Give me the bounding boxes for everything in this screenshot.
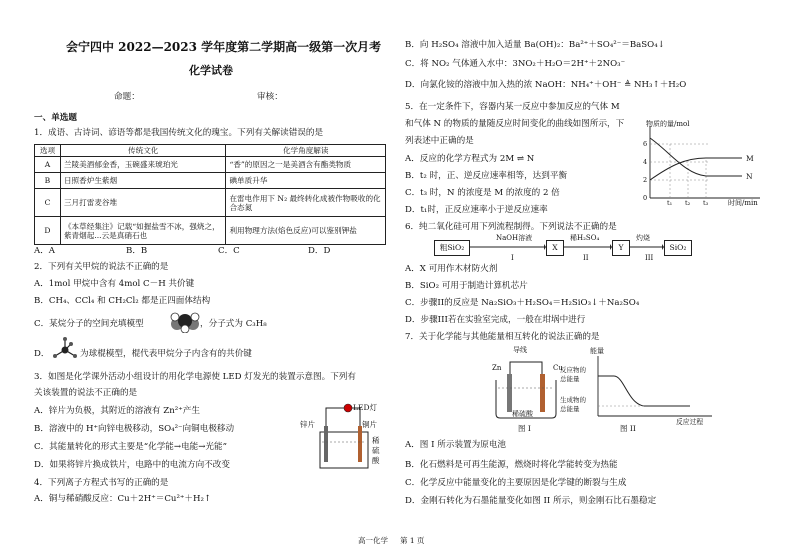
q1-option-a: A．A xyxy=(34,246,56,256)
q2-stem: 2．下列有关甲烷的说法不正确的是 xyxy=(34,262,169,272)
fig2-reactant-label-1: 反应物的 xyxy=(560,366,586,374)
q7-option-a: A．图 I 所示装置为原电池 xyxy=(405,440,507,450)
q1-table-header xyxy=(35,145,386,157)
zinc-label: 锌片 xyxy=(300,420,315,429)
q5-stem-line2: 和气体 N 的物质的量随反应时间变化的曲线如图所示，下 xyxy=(405,119,625,129)
q5-option-b: B．t₂ 时，正、逆反应速率相等，达到平衡 xyxy=(405,171,568,181)
table-cell: 日照香炉生紫烟 xyxy=(60,173,226,189)
acid-label-3: 酸 xyxy=(372,456,380,465)
fig1-cu-label: Cu xyxy=(553,364,563,372)
q5-option-d: D．t₁时，正反应速率小于逆反应速率 xyxy=(405,205,548,215)
q2-option-c-suffix: ，分子式为 C₃H₈ xyxy=(200,319,267,329)
section-heading: 一、单选题 xyxy=(34,113,77,123)
table-cell: 三月打雷麦谷堆 xyxy=(60,189,226,217)
flow-arrows xyxy=(468,242,668,252)
q1-stem: 1．成语、古诗词、谚语等都是我国传统文化的瑰宝。下列有关解读错误的是 xyxy=(34,128,324,138)
flow-step1-reagent: NaOH溶液 xyxy=(496,234,533,242)
flow-box-x: X xyxy=(546,240,564,256)
fig2-energy-label: 能量 xyxy=(590,347,604,355)
q6-option-d: D．步骤III若在实验室完成，一般在坩埚中进行 xyxy=(405,315,586,325)
flow-step2-reagent: 稀H₂SO₄ xyxy=(570,234,600,242)
fig2-reactant-label-2: 总能量 xyxy=(560,375,580,383)
fig1-zn-label: Zn xyxy=(492,364,502,372)
graph-tick-t1: t₁ xyxy=(667,199,673,207)
flow-step3-number: III xyxy=(645,254,654,262)
q5-option-a: A．反应的化学方程式为 2M ⇌ N xyxy=(405,154,535,164)
table-cell: 《本草经集注》记载“如握盐雪不冰，强烧之，紫青烟起...云是真硝石也 xyxy=(60,217,226,245)
graph-tick-y4: 4 xyxy=(643,158,648,166)
flow-step2-number: II xyxy=(583,254,589,262)
flow-step1-number: I xyxy=(511,254,514,262)
q3-option-c: C．其能量转化的形式主要是“化学能→电能→光能” xyxy=(34,442,228,452)
page-subtitle: 化学试卷 xyxy=(189,64,233,77)
q6-option-a: A．X 可用作木材防火剂 xyxy=(405,264,498,274)
q1-option-b: B．B xyxy=(126,246,148,256)
footer-subject: 高一化学 xyxy=(358,536,388,545)
q4-option-b: B．向 H₂SO₄ 溶液中加入适量 Ba(OH)₂：Ba²⁺＋SO₄²⁻＝BaSO₄↓ xyxy=(405,40,665,50)
q2-option-c-prefix: C．某烷分子的空间充填模型 xyxy=(34,319,144,329)
q1-header-cell: 选项 xyxy=(35,145,61,157)
flow-box-start: 粗SiO₂ xyxy=(434,240,470,256)
q1-table xyxy=(34,144,386,245)
graph-series-m: M xyxy=(746,154,754,163)
table-cell: A xyxy=(35,157,61,173)
table-cell: D xyxy=(35,217,61,245)
flow-box-y: Y xyxy=(612,240,630,256)
q4-stem: 4．下列离子方程式书写的正确的是 xyxy=(34,478,169,488)
copper-label: 铜片 xyxy=(362,420,377,429)
q2-option-a: A．1mol 甲烷中含有 4mol C－H 共价键 xyxy=(34,279,195,289)
table-row xyxy=(35,217,386,245)
graph-tick-y2: 2 xyxy=(643,176,648,184)
q3-stem-line1: 3．如图是化学课外活动小组设计的用化学电源使 LED 灯发光的装置示意图。下列有 xyxy=(34,372,356,382)
q7-option-d: D．金刚石转化为石墨能量变化如图 II 所示，则金刚石比石墨稳定 xyxy=(405,496,657,506)
q3-option-a: A．锌片为负极，其附近的溶液有 Zn²⁺产生 xyxy=(34,406,200,416)
q2-option-d-suffix: 为球棍模型，棍代表甲烷分子内含有的共价键 xyxy=(80,349,252,359)
graph-tick-y6: 6 xyxy=(643,140,648,148)
q5-stem-line3: 列表述中正确的是 xyxy=(405,136,474,146)
energy-diagram-figure xyxy=(590,352,720,422)
led-label: LED灯 xyxy=(353,403,377,412)
table-row xyxy=(35,189,386,217)
table-cell: B xyxy=(35,173,61,189)
q6-option-b: B．SiO₂ 可用于制造计算机芯片 xyxy=(405,281,528,291)
table-row xyxy=(35,173,386,189)
table-row xyxy=(35,157,386,173)
q4-option-c: C．将 NO₂ 气体通入水中：3NO₂＋H₂O＝2H⁺＋2NO₃⁻ xyxy=(405,59,626,69)
graph-y-label: 物质的量/mol xyxy=(646,120,690,128)
acid-label-2: 硫 xyxy=(372,446,380,455)
graph-series-n: N xyxy=(746,172,753,181)
space-filling-model-icon xyxy=(170,309,200,333)
ball-stick-model-icon xyxy=(51,336,79,364)
q3-option-b: B．溶液中的 H⁺向锌电极移动，SO₄²⁻向铜电极移动 xyxy=(34,424,235,434)
fig1-caption: 图 I xyxy=(518,424,531,433)
q2-option-b: B．CH₄、CCl₄ 和 CH₂Cl₂ 都是正四面体结构 xyxy=(34,296,211,306)
footer-page-number: 第 1 页 xyxy=(400,536,425,545)
table-cell: 在雷电作用下 N₂ 最终转化成被作物吸收的化合态氮 xyxy=(226,189,386,217)
q6-option-c: C．步骤II的反应是 Na₂SiO₃＋H₂SO₄＝H₂SiO₃↓＋Na₂SO₄ xyxy=(405,298,640,308)
graph-x-label: 时间/min xyxy=(728,199,758,207)
q5-stem-line1: 5．在一定条件下，容器内某一反应中参加反应的气体 M xyxy=(405,102,620,112)
fig2-product-label-1: 生成物的 xyxy=(560,396,586,404)
q5-option-c: C．t₃ 时，N 的浓度是 M 的浓度的 2 倍 xyxy=(405,188,560,198)
flow-box-end: SiO₂ xyxy=(664,240,692,256)
fig2-process-label: 反应过程 xyxy=(676,418,704,426)
fig2-product-label-2: 总能量 xyxy=(560,405,580,413)
graph-tick-t2: t₂ xyxy=(685,199,691,207)
acid-label-1: 稀 xyxy=(372,436,380,445)
fig1-acid-label: 稀硫酸 xyxy=(512,410,533,418)
table-cell: 利用物理方法(焰色反应)可以鉴别钾盐 xyxy=(226,217,386,245)
q7-option-c: C．化学反应中能量变化的主要原因是化学键的断裂与生成 xyxy=(405,478,627,488)
reviewer-label: 审核： xyxy=(257,92,283,102)
fig1-wire-label: 导线 xyxy=(513,346,527,354)
q7-option-b: B．化石燃料是可再生能源，燃烧时将化学能转变为热能 xyxy=(405,460,618,470)
q1-option-d: D．D xyxy=(308,246,331,256)
q6-stem: 6．纯二氧化硅可用下列流程制得。下列说法不正确的是 xyxy=(405,222,617,232)
q1-option-c: C．C xyxy=(218,246,240,256)
fig2-caption: 图 II xyxy=(620,424,636,433)
table-cell: C xyxy=(35,189,61,217)
q4-option-a: A．铜与稀硝酸反应：Cu＋2H⁺＝Cu²⁺＋H₂↑ xyxy=(34,494,212,504)
flow-step3-reagent: 灼烧 xyxy=(636,234,650,242)
table-cell: 兰陵美酒郁金香，玉碗盛来琥珀光 xyxy=(60,157,226,173)
table-cell: 碘单质升华 xyxy=(226,173,386,189)
q1-header-cell: 传统文化 xyxy=(60,145,226,157)
table-cell: “香”的原因之一是美酒含有酯类物质 xyxy=(226,157,386,173)
q2-option-d-prefix: D． xyxy=(34,349,50,359)
graph-origin: 0 xyxy=(643,194,648,202)
q4-option-d: D．向氯化铵的溶液中加入热的浓 NaOH：NH₄⁺＋OH⁻ ≜ NH₃↑＋H₂O xyxy=(405,80,687,90)
q7-stem: 7．关于化学能与其他能量相互转化的说法正确的是 xyxy=(405,332,600,342)
proposer-label: 命题： xyxy=(114,92,140,102)
graph-tick-t3: t₃ xyxy=(703,199,709,207)
q3-option-d: D．如果将锌片换成铁片，电路中的电流方向不改变 xyxy=(34,460,230,470)
page-title: 会宁四中 2022—2023 学年度第二学期高一级第一次月考 xyxy=(66,40,382,54)
q1-header-cell: 化学角度解读 xyxy=(226,145,386,157)
q3-stem-line2: 关该装置的说法不正确的是 xyxy=(34,388,138,398)
